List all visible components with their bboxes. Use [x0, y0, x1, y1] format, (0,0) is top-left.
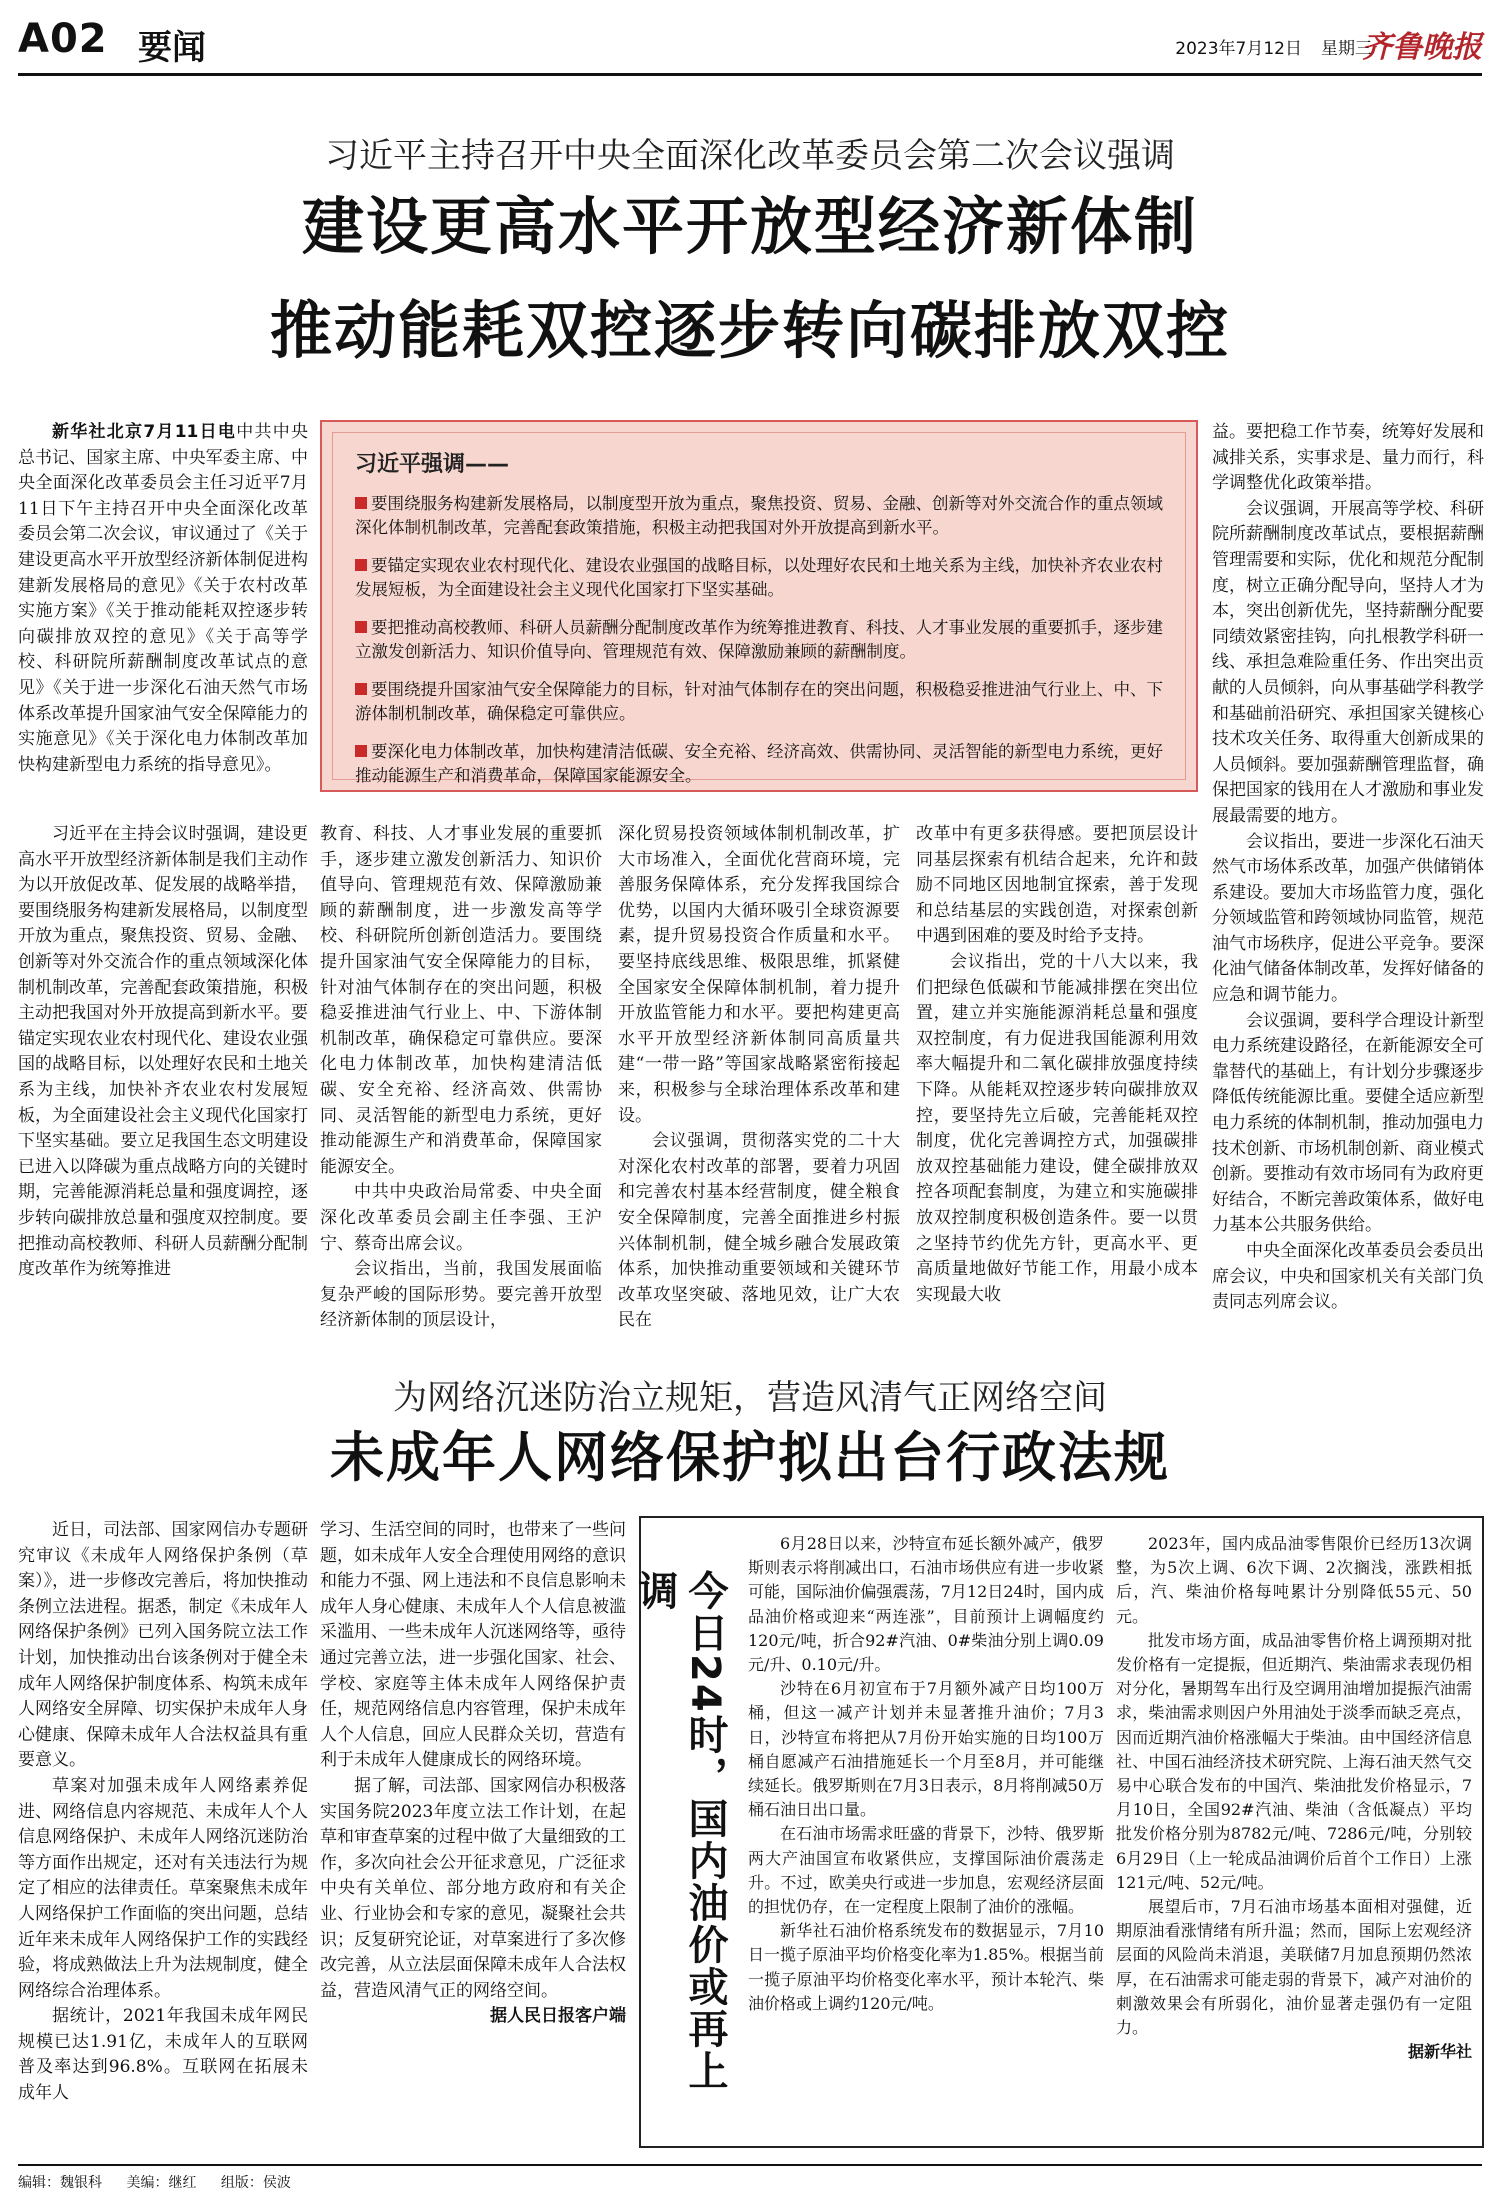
- paragraph: 改革中有更多获得感。要把顶层设计同基层探索有机结合起来，允许和鼓励不同地区因地制宜探索，善于发现和总结基层的实践创造，对探索创新中遇到困难的要及时给予支持。: [916, 824, 1198, 947]
- article-source: 据人民日报客户端: [490, 2006, 626, 2027]
- article1-column-4: [916, 822, 1198, 1310]
- paragraph: 会议强调，开展高等学校、科研院所薪酬制度改革试点，要根据薪酬管理需要和实际，优化和规范分配制度，树立正确分配导向，坚持人才为本，突出创新优先，坚持薪酬分配要同绩效紧密挂钩，向扎根教学科研一线、承担急难险重任务、作出突出贡献的人员倾斜，向从事基础学科教学和基础前沿研究、承担国家关键核心技术攻关任务、取得重大创新成果的人员倾斜。要加强薪酬管理监督，确保把国家的钱用在人才激励和事业发展最需要的地方。: [1212, 498, 1484, 826]
- article2-column-1: [18, 1518, 308, 2160]
- article1-column-1-top: [18, 420, 308, 820]
- layout-credit: 组版：侯波: [220, 2175, 291, 2191]
- article2-kicker: 为网络沉迷防治立规矩，营造风清气正网络空间: [393, 1378, 1107, 1418]
- article1-column-1-bottom: [18, 822, 308, 1310]
- paragraph: 据统计，2021年我国未成年网民规模已达1.91亿，未成年人的互联网普及率达到96.8%。互联网在拓展未成年人: [18, 2006, 308, 2104]
- paragraph: 会议指出，要进一步深化石油天然气市场体系改革，加强产供储销体系建设。要加大市场监管力度，强化分领域监管和跨领域协同监管，规范油气市场秩序，促进公平竞争。要深化油气储备体制改革，发挥好储备的应急和调节能力。: [1212, 831, 1484, 1006]
- quote-box: [320, 420, 1198, 792]
- paragraph: 中共中央政治局常委、中央全面深化改革委员会副主任李强、王沪宁、蔡奇出席会议。: [320, 1182, 602, 1254]
- issue-date: 2023年7月12日: [1175, 39, 1302, 59]
- square-bullet-icon: [355, 745, 367, 757]
- page-header: [18, 14, 1482, 76]
- square-bullet-icon: [355, 683, 367, 695]
- square-bullet-icon: [355, 621, 367, 633]
- paragraph: 习近平在主持会议时强调，建设更高水平开放型经济新体制是我们主动作为以开放促改革、促发展的战略举措，要围绕服务构建新发展格局，以制度型开放为重点，聚焦投资、贸易、金融、创新等对外交流合作的重点领域深化体制机制改革，完善配套政策措施，积极主动把我国对外开放提高到新水平。要锚定实现农业农村现代化、建设农业强国的战略目标，以处理好农民和土地关系为主线，加快补齐农业农村发展短板，为全面建设社会主义现代化国家打下坚实基础。要立足我国生态文明建设已进入以降碳为重点战略方向的关键时期，完善能源消耗总量和强度调控，逐步转向碳排放总量和强度双控制度。要把推动高校教师、科研人员薪酬分配制度改革作为统筹推进: [18, 824, 308, 1280]
- paragraph: 中共中央总书记、国家主席、中央军委主席、中央全面深化改革委员会主任习近平7月11日下午主持召开中央全面深化改革委员会第二次会议，审议通过了《关于建设更高水平开放型经济新体制促进构建新发展格局的意见》《关于农村改革实施方案》《关于推动能耗双控逐步转向碳排放双控的意见》《关于高等学校、科研院所薪酬制度改革试点的意见》《关于进一步深化石油天然气市场体系改革提升国家油气安全保障能力的实施意见》《关于深化电力体制改革加快构建新型电力系统的指导意见》。: [18, 422, 308, 775]
- article-source: 据新华社: [1407, 2042, 1472, 2062]
- section-name: 要闻: [138, 28, 206, 68]
- article1-column-3: [618, 822, 900, 1331]
- article1-column-2: [320, 822, 602, 1331]
- square-bullet-icon: [355, 559, 367, 571]
- issue-weekday: 星期三: [1321, 39, 1372, 59]
- dateline: 新华社北京7月11日电: [52, 422, 237, 442]
- paragraph: 学习、生活空间的同时，也带来了一些问题，如未成年人安全合理使用网络的意识和能力不强、网上违法和不良信息影响未成年人身心健康、未成年人个人信息被滥采滥用、一些未成年人沉迷网络等，亟待通过完善立法，进一步强化国家、社会、学校、家庭等主体未成年人网络保护责任，规范网络信息内容管理，保护未成年人个人信息，回应人民群众关切，营造有利于未成年人健康成长的网络环境。: [320, 1520, 626, 1771]
- paragraph: 新华社石油价格系统发布的数据显示，7月10日一揽子原油平均价格变化率为1.85%。根据当前一揽子原油平均价格变化率水平，预计本轮汽、柴油价格或上调约120元/吨。: [748, 1921, 1104, 2013]
- article2-column-2: [320, 1518, 626, 2160]
- editor-credit: 编辑：魏银科: [18, 2175, 102, 2191]
- paragraph: 会议指出，党的十八大以来，我们把绿色低碳和节能减排摆在突出位置，建立并实施能源消耗总量和强度双控制度，有力促进我国能源利用效率大幅提升和二氧化碳排放强度持续下降。从能耗双控逐步转向碳排放双控，要坚持先立后破，完善能耗双控制度，优化完善调控方式，加强碳排放双控基础能力建设，健全碳排放双控各项配套制度，为建立和实施碳排放双控制度积极创造条件。要一以贯之坚持节约优先方针，更高水平、更高质量地做好节能工作，用最小成本实现最大收: [916, 951, 1198, 1305]
- paragraph: 据了解，司法部、国家网信办积极落实国务院2023年度立法工作计划，在起草和审查草案的过程中做了大量细致的工作，多次向社会公开征求意见，广泛征求中央有关单位、部分地方政府和有关企业、行业协会和专家的意见，凝聚社会共识；反复研究论证，对草案进行了多次修改完善，从立法层面保障未成年人合法权益，营造风清气正的网络空间。: [320, 1775, 626, 2001]
- article3-column-1: [748, 1532, 1104, 2136]
- paragraph: 会议强调，贯彻落实党的二十大对深化农村改革的部署，要着力巩固和完善农村基本经营制度，健全粮食安全保障制度，完善全面推进乡村振兴体制机制，健全城乡融合发展政策体系，加快推动重要领域和关键环节改革攻坚突破、落地见效，让广大农民在: [618, 1131, 900, 1331]
- paragraph: 展望后市，7月石油市场基本面相对强健，近期原油看涨情绪有所升温；然而，国际上宏观经济层面的风险尚未消退，美联储7月加息预期仍然浓厚，在石油需求可能走弱的背景下，减产对油价的刺激效果会有所弱化，油价显著走强仍有一定阻力。: [1116, 1897, 1472, 2038]
- quote-item: 要围绕服务构建新发展格局，以制度型开放为重点，聚焦投资、贸易、金融、创新等对外交流合作的重点领域深化体制机制改革，完善配套政策措施，积极主动把我国对外开放提高到新水平。: [355, 494, 1163, 537]
- quote-item: 要围绕提升国家油气安全保障能力的目标，针对油气体制存在的突出问题，积极稳妥推进油气行业上、中、下游体制机制改革，确保稳定可靠供应。: [355, 680, 1163, 723]
- paragraph: 益。要把稳工作节奏，统筹好发展和减排关系，实事求是、量力而行，科学调整优化政策举措。: [1212, 422, 1484, 494]
- article1-headline-line1: 建设更高水平开放型经济新体制: [301, 190, 1198, 263]
- paragraph: 批发市场方面，成品油零售价格上调预期对批发价格有一定提振，但近期汽、柴油需求表现仍相对分化，暑期驾车出行及空调用油增加提振汽油需求，柴油需求则因户外用油处于淡季而缺乏亮点，因而近期汽油价格涨幅大于柴油。由中国经济信息社、中国石油经济技术研究院、上海石油天然气交易中心联合发布的中国汽、柴油批发价格显示，7月10日，全国92#汽油、柴油（含低凝点）平均批发价格分别为8782元/吨、7286元/吨，分别较6月29日（上一轮成品油调价后首个工作日）上涨121元/吨、52元/吨。: [1116, 1630, 1472, 1892]
- paragraph: 沙特在6月初宣布于7月额外减产日均100万桶，但这一减产计划并未显著推升油价；7月3日，沙特宣布将把从7月份开始实施的日均100万桶自愿减产石油措施延长一个月至8月，并可能继续延长。俄罗斯则在7月3日表示，8月将削减50万桶石油日出口量。: [748, 1679, 1104, 1820]
- paragraph: 会议指出，当前，我国发展面临复杂严峻的国际形势。要完善开放型经济新体制的顶层设计，: [320, 1259, 602, 1331]
- square-bullet-icon: [355, 497, 367, 509]
- quote-lead: 习近平强调——: [355, 452, 510, 477]
- paragraph: 会议强调，要科学合理设计新型电力系统建设路径，在新能源安全可靠替代的基础上，有计划分步骤逐步降低传统能源比重。要健全适应新型电力系统的体制机制，推动加强电力技术创新、市场机制创新、商业模式创新。要推动有效市场同有为政府更好结合，不断完善政策体系，做好电力基本公共服务供给。: [1212, 1010, 1484, 1236]
- art-editor-credit: 美编：继红: [126, 2175, 197, 2191]
- masthead-logo: 齐鲁晚报: [1362, 30, 1482, 65]
- article1-column-5: [1212, 420, 1484, 1332]
- quote-item: 要深化电力体制改革，加快构建清洁低碳、安全充裕、经济高效、供需协同、灵活智能的新型电力系统，更好推动能源生产和消费革命，保障国家能源安全。: [355, 742, 1163, 785]
- article3-column-2: [1116, 1532, 1472, 2136]
- paragraph: 6月28日以来，沙特宣布延长额外减产，俄罗斯则表示将削减出口，石油市场供应有进一步收紧可能，国际油价偏强震荡，7月12日24时，国内成品油价格或迎来“两连涨”，目前预计上调幅度约120元/吨，折合92#汽油、0#柴油分别上调0.09元/升、0.10元/升。: [748, 1534, 1104, 1675]
- article2-headline: 未成年人网络保护拟出台行政法规: [330, 1425, 1170, 1489]
- paragraph: 草案对加强未成年人网络素养促进、网络信息内容规范、未成年人个人信息网络保护、未成年人网络沉迷防治等方面作出规定，还对有关违法行为规定了相应的法律责任。草案聚焦未成年人网络保护工作面临的突出问题，总结近年来未成年人网络保护工作的实践经验，将成熟做法上升为法规制度，健全网络综合治理体系。: [18, 1775, 308, 2001]
- paragraph: 中央全面深化改革委员会委员出席会议，中央和国家机关有关部门负责同志列席会议。: [1212, 1241, 1484, 1313]
- article1-kicker: 习近平主持召开中央全面深化改革委员会第二次会议强调: [325, 136, 1175, 176]
- paragraph: 2023年，国内成品油零售限价已经历13次调整，为5次上调、6次下调、2次搁浅，涨跌相抵后，汽、柴油价格每吨累计分别降低55元、50元。: [1116, 1534, 1472, 1626]
- article3-vertical-headline: 今日24时，国内油价或再上调: [632, 1570, 728, 2092]
- quote-item: 要锚定实现农业农村现代化、建设农业强国的战略目标，以处理好农民和土地关系为主线，加快补齐农业农村发展短板，为全面建设社会主义现代化国家打下坚实基础。: [355, 556, 1163, 599]
- article1-headline-line2: 推动能耗双控逐步转向碳排放双控: [269, 294, 1230, 367]
- page-footer: [18, 2164, 1482, 2194]
- paragraph: 在石油市场需求旺盛的背景下，沙特、俄罗斯两大产油国宣布收紧供应，支撑国际油价震荡走升。不过，欧美央行或进一步加息，宏观经济层面的担忧仍存，在一定程度上限制了油价的涨幅。: [748, 1824, 1104, 1917]
- quote-item: 要把推动高校教师、科研人员薪酬分配制度改革作为统筹推进教育、科技、人才事业发展的重要抓手，逐步建立激发创新活力、知识价值导向、管理规范有效、保障激励兼顾的薪酬制度。: [355, 618, 1163, 661]
- paragraph: 近日，司法部、国家网信办专题研究审议《未成年人网络保护条例（草案）》，进一步修改完善后，将加快推动条例立法进程。据悉，制定《未成年人网络保护条例》已列入国务院立法工作计划，加快推动出台该条例对于健全未成年人网络保护制度体系、构筑未成年人网络安全屏障、切实保护未成年人身心健康、保障未成年人合法权益具有重要意义。: [18, 1520, 308, 1771]
- paragraph: 教育、科技、人才事业发展的重要抓手，逐步建立激发创新活力、知识价值导向、管理规范有效、保障激励兼顾的薪酬制度，进一步激发高等学校、科研院所创新创造活力。要围绕提升国家油气安全保障能力的目标，针对油气体制存在的突出问题，积极稳妥推进油气行业上、中、下游体制机制改革，确保稳定可靠供应。要深化电力体制改革，加快构建清洁低碳、安全充裕、经济高效、供需协同、灵活智能的新型电力系统，更好推动能源生产和消费革命，保障国家能源安全。: [320, 824, 602, 1177]
- page-code: A02: [18, 16, 108, 62]
- paragraph: 深化贸易投资领域体制机制改革，扩大市场准入，全面优化营商环境，完善服务保障体系，充分发挥我国综合优势，以国内大循环吸引全球资源要素，提升贸易投资合作质量和水平。要坚持底线思维、极限思维，抓紧健全国家安全保障体制机制，着力提升开放监管能力和水平。要把构建更高水平开放型经济新体制同高质量共建“一带一路”等国家战略紧密衔接起来，积极参与全球治理体系改革和建设。: [618, 824, 900, 1126]
